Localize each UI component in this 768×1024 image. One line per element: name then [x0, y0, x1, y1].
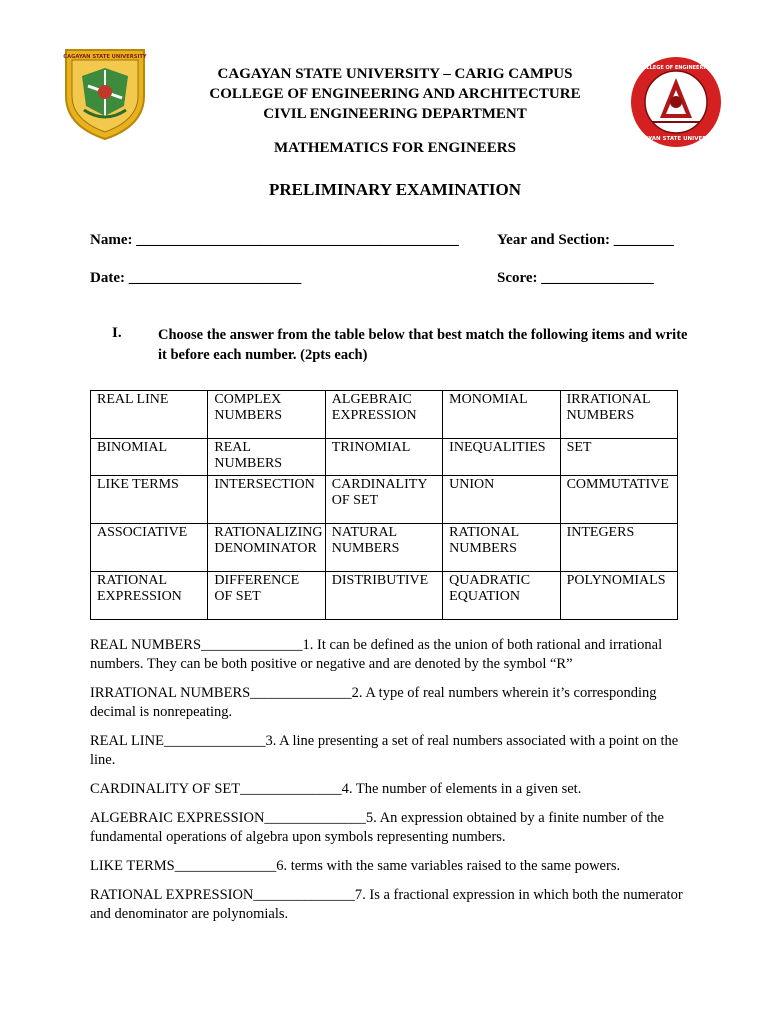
- table-cell: COMMUTATIVE: [560, 476, 677, 524]
- question-item: CARDINALITY OF SET______________4. The number of elements in a given set.: [90, 781, 582, 797]
- table-cell: SET: [560, 439, 677, 476]
- table-cell: CARDINALITY OF SET: [325, 476, 442, 524]
- table-row: [91, 476, 678, 524]
- university-logo: [62, 46, 148, 142]
- table-cell: INTERSECTION: [208, 476, 325, 524]
- college-name: COLLEGE OF ENGINEERING AND ARCHITECTURE: [209, 86, 581, 102]
- table-cell: UNION: [443, 476, 560, 524]
- question-item: LIKE TERMS______________6. terms with the same variables raised to the same powers.: [90, 858, 621, 874]
- name-field: Name: ___________________________________________: [90, 232, 459, 248]
- university-name: CAGAYAN STATE UNIVERSITY – CARIG CAMPUS: [217, 66, 573, 82]
- instruction-number: I.: [112, 325, 122, 341]
- svg-text:CAGAYAN STATE UNIVERSITY: CAGAYAN STATE UNIVERSITY: [63, 54, 147, 60]
- table-row: [91, 391, 678, 439]
- document-header: [150, 64, 640, 124]
- table-cell: COMPLEX NUMBERS: [208, 391, 325, 439]
- svg-text:CAGAYAN STATE UNIVERSITY: CAGAYAN STATE UNIVERSITY: [631, 136, 721, 142]
- table-cell: DIFFERENCE OF SET: [208, 572, 325, 620]
- table-cell: NATURAL NUMBERS: [325, 524, 442, 572]
- table-row: [91, 572, 678, 620]
- score-field: Score: _______________: [497, 270, 654, 286]
- table-cell: ALGEBRAIC EXPRESSION: [325, 391, 442, 439]
- instruction-text: Choose the answer from the table below that best match the following items and write it before each number. (2pts each): [158, 327, 688, 363]
- question-item: ALGEBRAIC EXPRESSION______________5. An expression obtained by a finite number of the fundamental operations of algebra upon symbols representing numbers.: [90, 810, 664, 845]
- svg-text:COLLEGE OF ENGINEERING: COLLEGE OF ENGINEERING: [638, 65, 714, 71]
- table-cell: POLYNOMIALS: [560, 572, 677, 620]
- exam-title: PRELIMINARY EXAMINATION: [268, 180, 522, 199]
- table-cell: RATIONAL EXPRESSION: [91, 572, 208, 620]
- question-item: RATIONAL EXPRESSION______________7. Is a fractional expression in which both the numerator and denominator are polynomials.: [90, 887, 683, 922]
- table-cell: DISTRIBUTIVE: [325, 572, 442, 620]
- table-cell: INTEGERS: [560, 524, 677, 572]
- department-name: CIVIL ENGINEERING DEPARTMENT: [263, 106, 527, 122]
- question-items: [90, 636, 690, 934]
- table-cell: IRRATIONAL NUMBERS: [560, 391, 677, 439]
- table-cell: TRINOMIAL: [325, 439, 442, 476]
- answer-choices-table: [90, 390, 678, 620]
- table-cell: RATIONALIZING DENOMINATOR: [208, 524, 325, 572]
- table-cell: LIKE TERMS: [91, 476, 208, 524]
- table-cell: REAL LINE: [91, 391, 208, 439]
- table-cell: RATIONAL NUMBERS: [443, 524, 560, 572]
- table-row: [91, 439, 678, 476]
- table-cell: ASSOCIATIVE: [91, 524, 208, 572]
- question-item: REAL NUMBERS______________1. It can be defined as the union of both rational and irrational numbers. They can be both positive or negative and are denoted by the symbol “R”: [90, 637, 663, 672]
- table-row: [91, 524, 678, 572]
- date-field: Date: _______________________: [90, 270, 302, 286]
- table-cell: MONOMIAL: [443, 391, 560, 439]
- table-cell: INEQUALITIES: [443, 439, 560, 476]
- subject-title: MATHEMATICS FOR ENGINEERS: [274, 140, 516, 156]
- college-seal-logo: [630, 56, 722, 148]
- year-section-field: Year and Section: ________: [497, 232, 674, 248]
- question-item: IRRATIONAL NUMBERS______________2. A type of real numbers wherein it’s corresponding decimal is nonrepeating.: [90, 685, 657, 720]
- question-item: REAL LINE______________3. A line presenting a set of real numbers associated with a point on the line.: [90, 733, 679, 768]
- table-cell: REAL NUMBERS: [208, 439, 325, 476]
- table-cell: BINOMIAL: [91, 439, 208, 476]
- table-cell: QUADRATIC EQUATION: [443, 572, 560, 620]
